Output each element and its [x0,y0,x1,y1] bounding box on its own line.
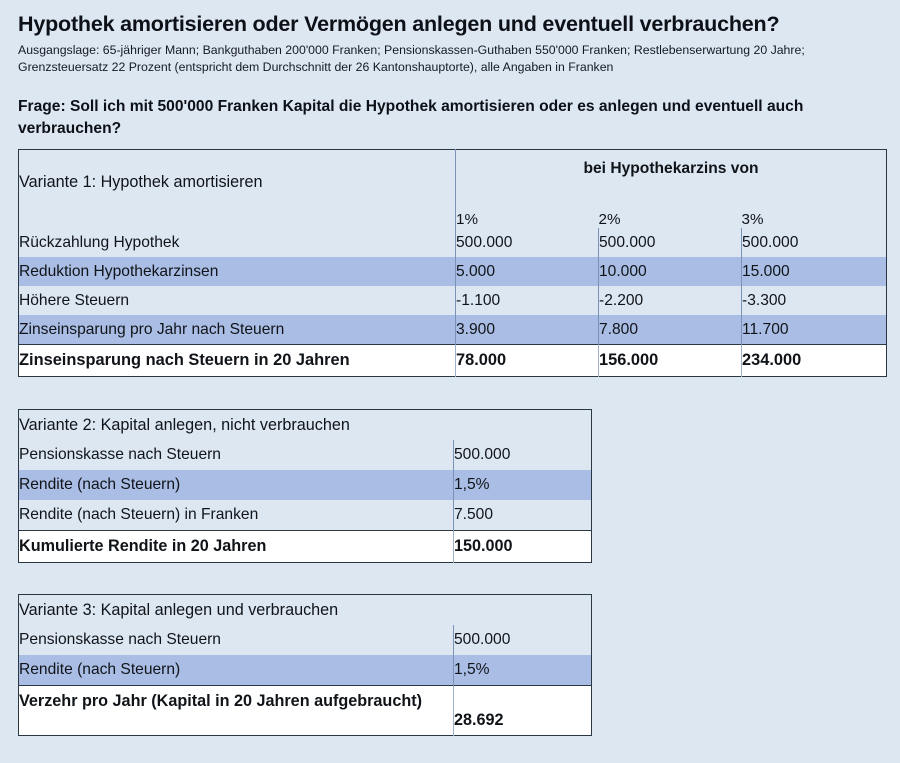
row-label: Pensionskasse nach Steuern [19,446,221,464]
total-label: Zinseinsparung nach Steuern in 20 Jahren [19,344,456,376]
row-label: Rückzahlung Hypothek [19,233,180,251]
row-value: 1,5% [454,470,592,500]
row-value: 5.000 [456,257,599,286]
row-value: 500.000 [454,440,592,470]
column-header-1pct: 1% [456,211,599,228]
table-row [19,500,592,530]
row-value: 1,5% [454,655,592,685]
table-row [19,470,592,500]
question-text: Frage: Soll ich mit 500'000 Franken Kapital die Hypothek amortisieren oder es anlegen und eventuell auch verbrauchen? [18,97,804,137]
table-row [19,211,887,228]
row-value: -3.300 [742,286,887,315]
page-subtitle: Ausgangslage: 65-jähriger Mann; Bankguthaben 200'000 Franken; Pensionskassen-Guthaben 550'000 Franken; Restlebenserwartung 20 Jahre; Grenzsteuersatz 22 Prozent (entspricht dem Durchschnitt der 26 Kantonshauptorte), alle Angaben in Franken [18,42,805,75]
page-title: Hypothek amortisieren oder Vermögen anlegen und eventuell verbrauchen? [18,12,780,36]
total-label: Kumulierte Rendite in 20 Jahren [19,530,454,562]
table-row [19,149,887,211]
variante-2-title: Variante 2: Kapital anlegen, nicht verbrauchen [19,415,350,434]
table-row [19,440,592,470]
column-header-3pct: 3% [741,211,764,229]
row-value: 500.000 [454,625,592,655]
row-label: Höhere Steuern [19,291,130,309]
table-row-total [19,530,592,562]
table-row [19,409,592,440]
column-header-2pct: 2% [598,211,621,229]
table-row [19,315,887,344]
row-value: -1.100 [456,286,599,315]
row-label: Rendite (nach Steuern) in Franken [19,506,259,524]
variante-1-group-header [456,149,887,211]
row-label: Reduktion Hypothekarzinsen [19,262,219,280]
header [0,0,900,140]
table-row [19,257,887,286]
tables-container [0,149,900,736]
table-row [19,228,887,257]
total-value: 234.000 [742,344,887,376]
spacer-cell [454,409,592,440]
row-value: -2.200 [599,286,742,315]
total-value: 78.000 [456,344,599,376]
variante-3-title: Variante 3: Kapital anlegen und verbrauchen [19,600,339,619]
row-value: 7.800 [599,315,742,344]
spacer-cell [19,211,456,228]
row-label: Rendite (nach Steuern) [19,661,181,679]
row-label: Zinseinsparung pro Jahr nach Steuern [19,320,285,338]
row-value: 11.700 [742,315,887,344]
table-variante-3 [18,594,592,736]
table-row [19,625,592,655]
table-row-total [19,685,592,735]
variante-1-title: Variante 1: Hypothek amortisieren [19,173,263,192]
row-value: 10.000 [599,257,742,286]
row-value: 500.000 [456,228,599,257]
total-value: 150.000 [454,530,592,562]
row-value: 500.000 [599,228,742,257]
row-value: 500.000 [742,228,887,257]
table-row-total [19,344,887,376]
table-variante-1 [18,149,887,377]
table-variante-2 [18,409,592,563]
row-value: 15.000 [742,257,887,286]
table-row [19,655,592,685]
spacer-cell [454,594,592,625]
row-value: 7.500 [454,500,592,530]
table-row [19,286,887,315]
total-value: 28.692 [454,685,592,735]
row-value: 3.900 [456,315,599,344]
row-label: Rendite (nach Steuern) [19,476,181,494]
group-header-label: bei Hypothekarzins von [583,159,759,177]
total-label: Verzehr pro Jahr (Kapital in 20 Jahren aufgebraucht) [19,685,454,735]
row-label: Pensionskasse nach Steuern [19,631,221,649]
table-row [19,594,592,625]
total-value: 156.000 [599,344,742,376]
